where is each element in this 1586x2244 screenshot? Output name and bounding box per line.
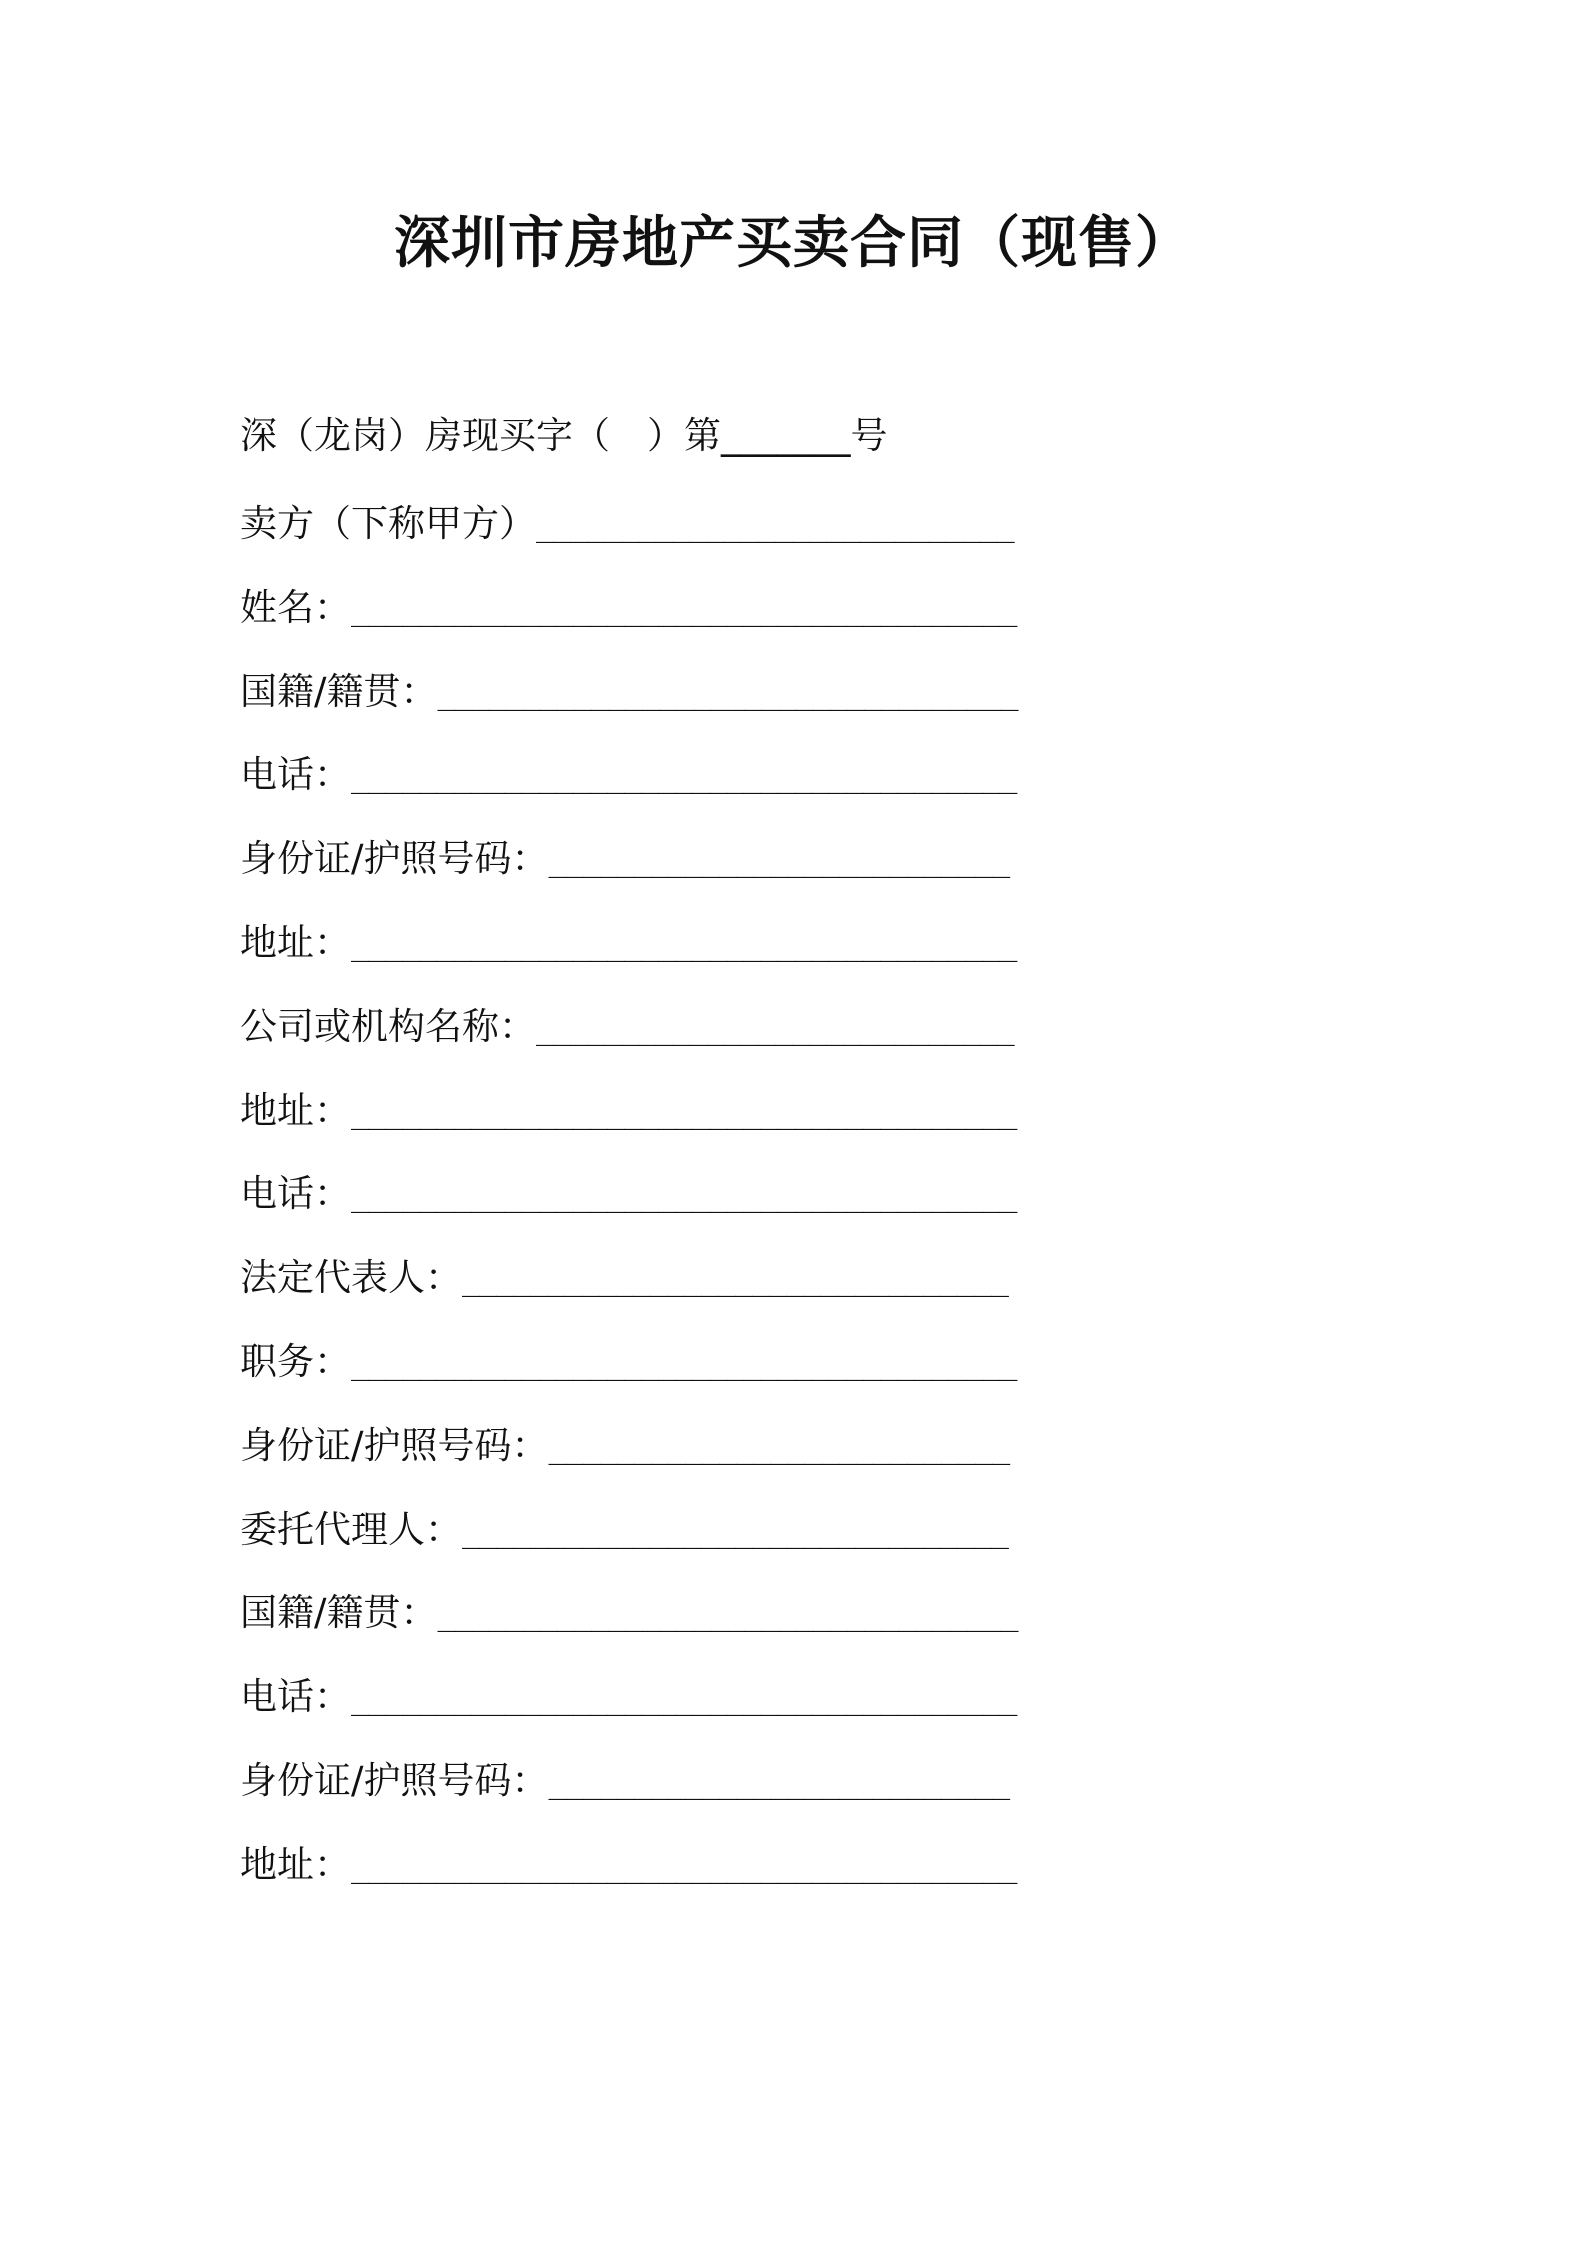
field-blank-line: _______________________________________ [351, 1682, 1017, 1718]
field-blank-line: ________________________________ [462, 1263, 1008, 1299]
form-field-row [240, 668, 1440, 752]
field-label: 卖方（下称甲方） [240, 502, 536, 545]
party-fields [240, 500, 1440, 1925]
form-field-row [240, 751, 1440, 835]
form-field-row [240, 1422, 1440, 1506]
field-label: 姓名： [240, 585, 351, 629]
field-label: 身份证/护照号码： [240, 1423, 549, 1467]
form-field-row [240, 1757, 1440, 1841]
contract-reference-line: 深（龙岗）房现买字（ ）第_______号 [240, 414, 888, 457]
field-label: 电话： [240, 1172, 351, 1216]
form-field-row [240, 1589, 1440, 1673]
field-label: 职务： [240, 1339, 351, 1383]
form-field-row [240, 835, 1440, 919]
form-field-row [240, 500, 1440, 584]
field-label: 国籍/籍贯： [240, 669, 438, 713]
field-blank-line: ___________________________ [548, 1765, 1010, 1801]
form-field-row [240, 584, 1440, 668]
field-label: 法定代表人： [240, 1256, 462, 1300]
field-blank-line: _______________________________________ [351, 1849, 1017, 1885]
field-blank-line: _______________________________________ [351, 927, 1017, 963]
document-title: 深圳市房地产买卖合同（现售） [394, 211, 1192, 276]
form-field-row [240, 919, 1440, 1003]
field-blank-line: ____________________________ [536, 1011, 1014, 1047]
field-label: 委托代理人： [240, 1507, 462, 1551]
field-label: 公司或机构名称： [240, 1004, 536, 1048]
form-field-row [240, 1170, 1440, 1254]
field-blank-line: _______________________________________ [351, 592, 1017, 628]
field-blank-line: _______________________________________ [351, 1095, 1017, 1131]
field-label: 电话： [240, 1675, 351, 1719]
field-blank-line: ________________________________ [462, 1514, 1008, 1550]
field-label: 电话： [240, 753, 351, 797]
field-blank-line: __________________________________ [437, 1598, 1018, 1634]
field-label: 身份证/护照号码： [240, 837, 549, 881]
form-field-row [240, 1506, 1440, 1590]
field-label: 地址： [240, 1842, 351, 1886]
field-blank-line: __________________________________ [437, 676, 1018, 712]
field-blank-line: ___________________________ [548, 844, 1010, 880]
form-field-row [240, 1254, 1440, 1338]
form-field-row [240, 1087, 1440, 1171]
field-label: 国籍/籍贯： [240, 1591, 438, 1635]
form-field-row [240, 1673, 1440, 1757]
form-field-row [240, 1841, 1440, 1925]
field-blank-line: ___________________________ [548, 1430, 1010, 1466]
form-field-row [240, 1338, 1440, 1422]
field-blank-line: _______________________________________ [351, 1179, 1017, 1215]
field-label: 身份证/护照号码： [240, 1758, 549, 1802]
form-field-row [240, 1003, 1440, 1087]
field-label: 地址： [240, 1088, 351, 1132]
field-blank-line: _______________________________________ [351, 1346, 1017, 1382]
field-blank-line: _______________________________________ [351, 760, 1017, 796]
field-label: 地址： [240, 920, 351, 964]
field-blank-line: ____________________________ [536, 509, 1014, 544]
